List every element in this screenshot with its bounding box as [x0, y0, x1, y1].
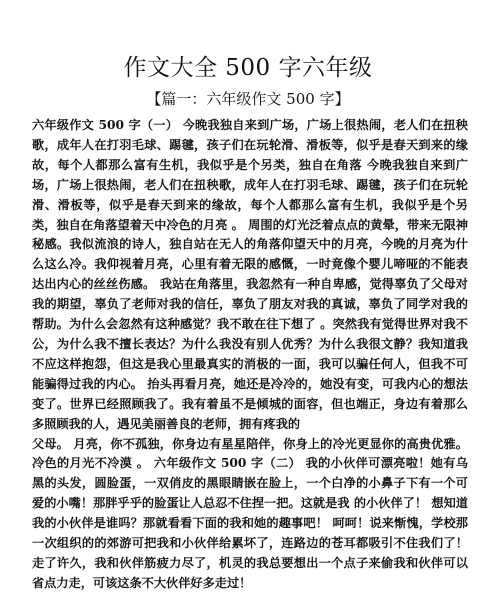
article-body	[32, 116, 468, 594]
section-heading: 【篇一：六年级作文 500 字】	[146, 90, 350, 108]
paragraph: 父母。 月亮，你不孤独，你身边有星星陪伴，你身上的冷光更显你的高贵优雅。 冷色的月光不冷漠 。 六年级作文 500 字（二） 我的小伙伴可漂亮啦！她有乌黑的头发，圆脸蛋，一双俏皮的黑眼睛嵌在脸上，一个白净的小鼻子下有一个可爱的小嘴！那胖乎乎的脸蛋让人总忍不住捏一把。这就是我 的小伙伴了！ 想知道我的小伙伴是谁吗？那就看看下面的我和她的趣事吧！ 呵呵！说来惭愧，学校那一次组织的的郊游可把我和小伙伴给累坏了，连路边的苍耳都吸引不住我们了！走了许久，我和伙伴筋疲力尽了，机灵的我总要想出一个点子来偷我和伙伴可以省点力走，可该这条不大伙伴好多走过！	[32, 436, 468, 590]
document-title: 作文大全 500 字六年级	[123, 55, 373, 81]
paragraph: 六年级作文 500 字（一） 今晚我独自来到广场，广场上很热闹，老人们在扭秧歌，成年人在打羽毛球、踢毽，孩子们在玩轮滑、滑板等，似乎是春天到来的缘故，每个人都那么富有生机，我似乎是个另类，独自在角落 今晚我独自来到广场，广场上很热闹，老人们在扭秧歌，成年人在打羽毛球、踢毽，孩子们在玩轮滑、滑板等，似乎是春天到来的缘故，每个人都那么富有生机，我似乎是个另类，独自在角落望着天中冷色的月亮 。 周围的灯光泛着点点的黄晕，带来无限神秘感。我似流浪的诗人，独自站在无人的角落仰望天中的月亮，今晚的月亮为什么这么冷。我仰视着月亮，心里有着无限的感慨，一时竟像个婴儿啼哑的不能表达出内心的丝丝伤感。 我站在角落里，我忽然有一种自卑感，觉得辜负了父母对我的期望，辜负了老师对我的信任，辜负了朋友对我的真诚，辜负了同学对我的帮助。为什么会忽然有这种感觉？我不敢在往下想了 。突然我有觉得世界对我不公，为什么我不擅长表达？为什么我没有别人优秀？为什么我很文静？我知道我不应这样抱怨，但这是我心里最真实的消极的一面，我可以骗任何人，但我不可能骗得过我的内心。 抬头再看月亮，她还是冷冷的，她没有变，可我内心的想法变了。世界已经照顾我了。我有着虽不是倾城的面容，但也端正，身边有着那么多照顾我的人，遇见美丽善良的老师，拥有疼我的	[32, 118, 468, 431]
